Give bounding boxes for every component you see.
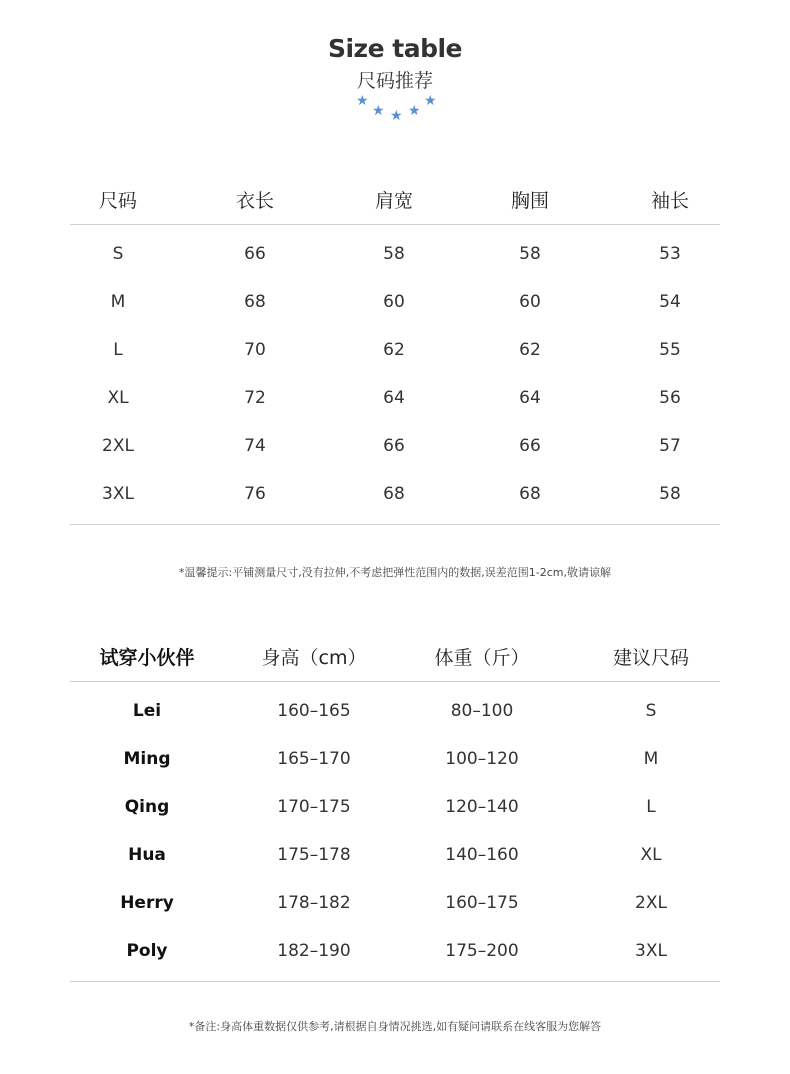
table-cell: 3XL (102, 484, 134, 504)
table-cell: 80–100 (450, 701, 514, 721)
star-icon: ★ (372, 103, 385, 119)
decorative-stars (350, 90, 440, 124)
table-cell: S (645, 701, 657, 721)
column-header: 试穿小伙伴 (99, 647, 195, 669)
table-row (70, 879, 720, 927)
table-cell: 68 (519, 484, 541, 504)
column-header: 尺码 (98, 190, 137, 212)
table-cell: 170–175 (277, 797, 351, 817)
table-cell: 182–190 (277, 941, 351, 961)
column-header: 衣长 (235, 190, 274, 212)
table-row (70, 831, 720, 879)
table-cell: 175–178 (277, 845, 351, 865)
tester-name: Qing (124, 797, 170, 817)
fit-table (70, 636, 720, 986)
table-cell: 175–200 (445, 941, 519, 961)
table-cell: 3XL (635, 941, 667, 961)
table-cell: L (113, 340, 123, 360)
column-header: 胸围 (510, 190, 549, 212)
table-bottom-border (70, 524, 720, 525)
table-cell: 60 (383, 292, 405, 312)
table-cell: 58 (519, 244, 541, 264)
table-cell: 66 (383, 436, 405, 456)
table-cell: 100–120 (445, 749, 519, 769)
table-row (70, 326, 720, 374)
table-row (70, 687, 720, 735)
star-icon: ★ (408, 103, 421, 119)
table-cell: XL (640, 845, 662, 865)
page-subtitle: 尺码推荐 (356, 70, 433, 92)
star-icon: ★ (356, 93, 369, 109)
table-cell: 55 (659, 340, 681, 360)
table-cell: 74 (244, 436, 266, 456)
tester-name: Hua (128, 845, 166, 865)
table-cell: 72 (244, 388, 266, 408)
table-cell: 53 (659, 244, 681, 264)
table-cell: 66 (244, 244, 266, 264)
table-cell: 2XL (635, 893, 667, 913)
column-header: 袖长 (650, 190, 689, 212)
fit-note: *备注:身高体重数据仅供参考,请根据自身情况挑选,如有疑问请联系在线客服为您解答 (188, 1020, 602, 1033)
table-row (70, 374, 720, 422)
star-icon: ★ (390, 108, 403, 124)
table-cell: 2XL (102, 436, 134, 456)
header-divider (70, 681, 720, 682)
table-cell: 64 (383, 388, 405, 408)
tester-name: Ming (123, 749, 171, 769)
table-row (70, 927, 720, 975)
tester-name: Lei (132, 701, 162, 721)
table-cell: XL (107, 388, 129, 408)
table-row (70, 422, 720, 470)
page-title: Size table (327, 34, 463, 63)
table-bottom-border (70, 981, 720, 982)
table-cell: 58 (659, 484, 681, 504)
table-cell: 54 (659, 292, 681, 312)
table-cell: M (110, 292, 126, 312)
table-cell: 160–175 (445, 893, 519, 913)
tester-name: Poly (126, 941, 168, 961)
column-header: 体重（斤） (434, 647, 530, 669)
table-cell: 165–170 (277, 749, 351, 769)
table-row (70, 783, 720, 831)
table-cell: 57 (659, 436, 681, 456)
table-row (70, 735, 720, 783)
table-cell: 60 (519, 292, 541, 312)
header-divider (70, 224, 720, 225)
table-cell: 66 (519, 436, 541, 456)
table-cell: 56 (659, 388, 681, 408)
table-cell: 58 (383, 244, 405, 264)
table-cell: 62 (383, 340, 405, 360)
table-row (70, 278, 720, 326)
table-cell: L (646, 797, 656, 817)
table-cell: 120–140 (445, 797, 519, 817)
table-cell: 64 (519, 388, 541, 408)
table-cell: 140–160 (445, 845, 519, 865)
table-cell: S (112, 244, 124, 264)
star-icon: ★ (424, 93, 437, 109)
column-header: 建议尺码 (612, 647, 689, 669)
tester-name: Herry (120, 893, 174, 913)
table-cell: 62 (519, 340, 541, 360)
column-header: 肩宽 (374, 190, 413, 212)
table-row (70, 230, 720, 278)
table-cell: M (643, 749, 659, 769)
table-cell: 70 (244, 340, 266, 360)
table-cell: 68 (244, 292, 266, 312)
table-cell: 160–165 (277, 701, 351, 721)
size-note: *温馨提示:平铺测量尺寸,没有拉伸,不考虑把弹性范围内的数据,误差范围1-2cm,敬请谅解 (179, 566, 611, 579)
table-cell: 178–182 (277, 893, 351, 913)
table-cell: 76 (244, 484, 266, 504)
table-row (70, 470, 720, 518)
size-table (70, 178, 720, 528)
column-header: 身高（cm） (261, 647, 367, 669)
table-cell: 68 (383, 484, 405, 504)
